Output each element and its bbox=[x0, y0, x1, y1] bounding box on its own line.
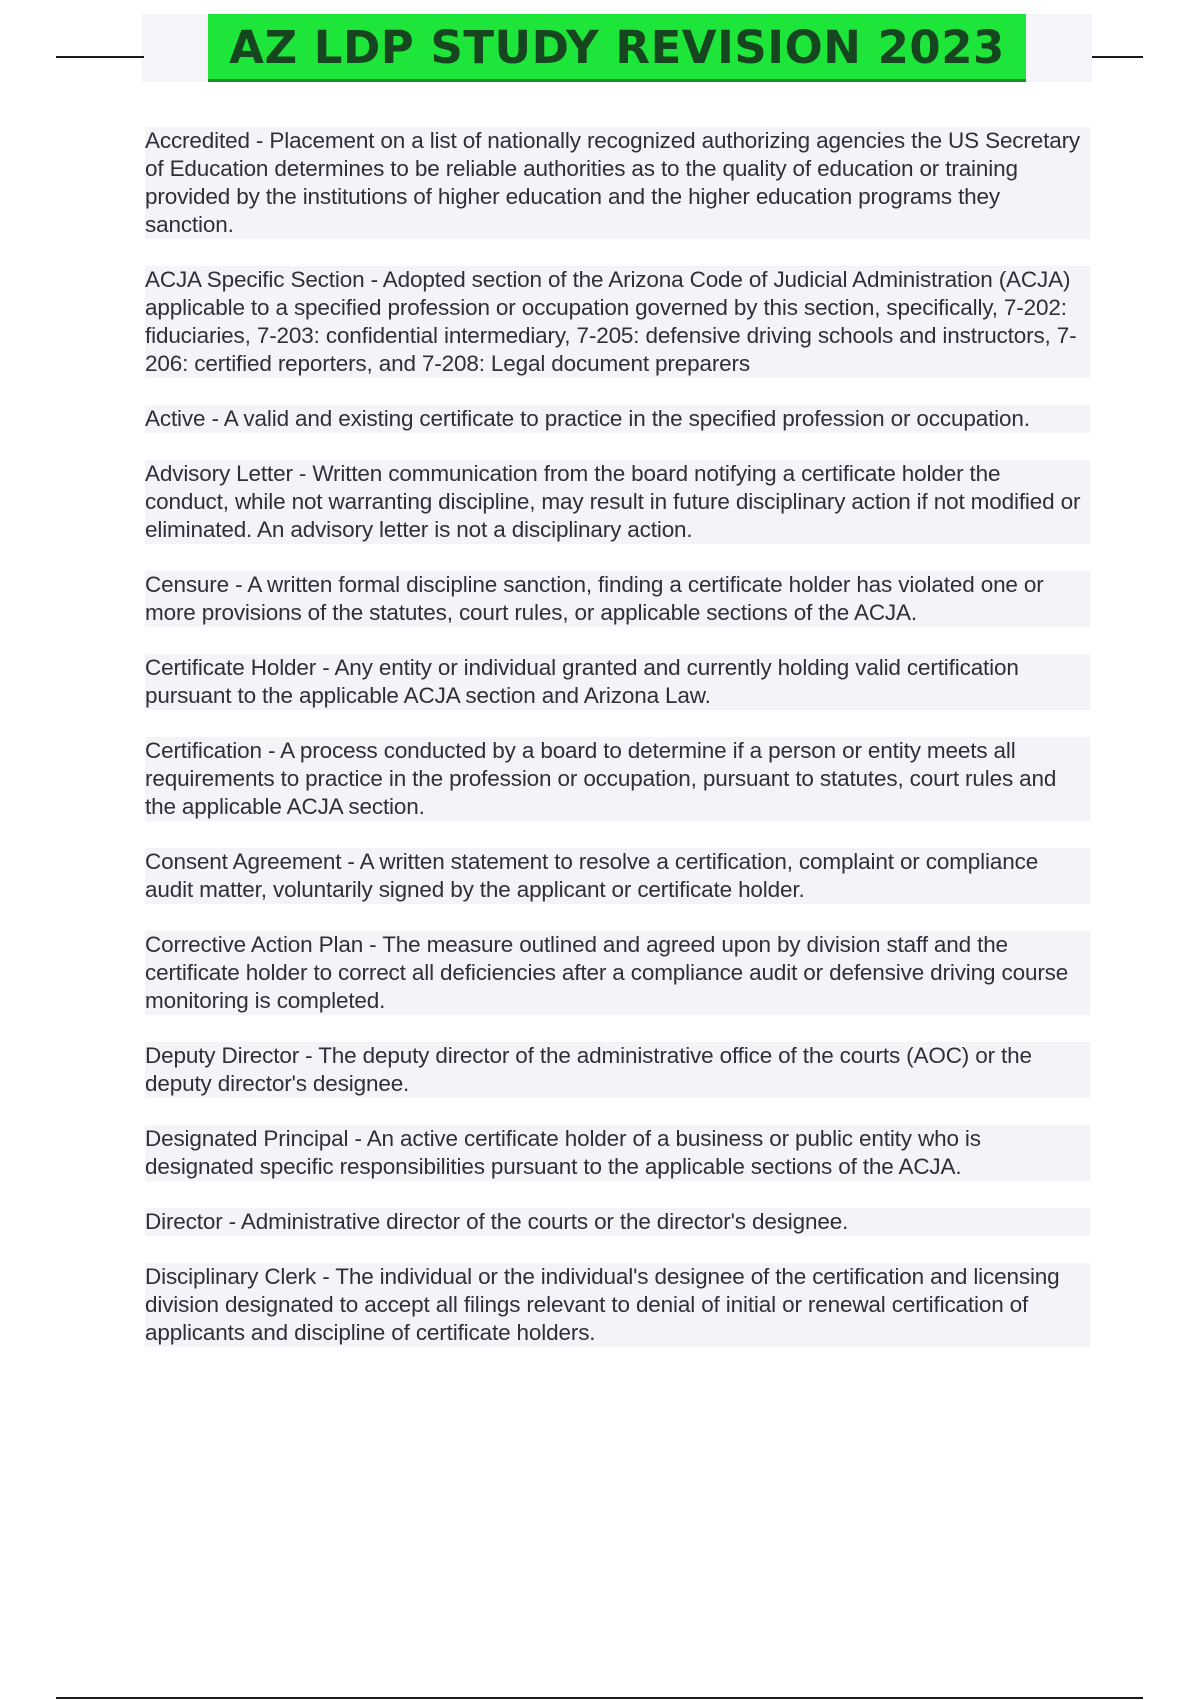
term-separator bbox=[341, 849, 359, 874]
glossary-definition: The individual or the individual's designee of the certification and licensing division designated to accept all filings relevant to denial of initial or renewal certification of applicants and discipline of certificate holders. bbox=[145, 1264, 1060, 1345]
glossary-term: Director bbox=[145, 1209, 223, 1234]
glossary-entry-consent-agreement bbox=[145, 848, 1090, 904]
glossary-term: Advisory Letter bbox=[145, 461, 293, 486]
glossary-term: Censure bbox=[145, 572, 229, 597]
glossary-entry-acja-specific-section bbox=[145, 266, 1090, 378]
glossary-entry-accredited bbox=[145, 127, 1090, 239]
glossary-entry-disciplinary-clerk bbox=[145, 1263, 1090, 1347]
glossary-entry-director bbox=[145, 1208, 1090, 1236]
glossary-entry-certificate-holder bbox=[145, 654, 1090, 710]
glossary-definition: Any entity or individual granted and currently holding valid certification pursuant to the applicable ACJA section and Arizona Law. bbox=[145, 655, 1019, 708]
glossary-definition: Adopted section of the Arizona Code of Judicial Administration (ACJA) applicable to a specified profession or occupation governed by this section, specifically, 7-202: fiduciaries, 7-203: confidential intermediary, 7-205: defensive driving schools and instructors, 7-206: certified reporters, and 7-208: Legal document preparers bbox=[145, 267, 1077, 376]
glossary-entry-deputy-director bbox=[145, 1042, 1090, 1098]
term-separator bbox=[316, 1264, 335, 1289]
glossary-definition: A written formal discipline sanction, finding a certificate holder has violated one or more provisions of the statutes, court rules, or applicable sections of the ACJA. bbox=[145, 572, 1044, 625]
term-separator bbox=[205, 406, 223, 431]
footer-rule bbox=[56, 1697, 1143, 1699]
term-separator bbox=[229, 572, 247, 597]
glossary-term: Certification bbox=[145, 738, 262, 763]
term-separator bbox=[363, 932, 382, 957]
glossary-term: Designated Principal bbox=[145, 1126, 349, 1151]
term-separator bbox=[348, 1126, 366, 1151]
term-separator bbox=[262, 738, 280, 763]
glossary-list bbox=[145, 127, 1090, 1374]
glossary-definition: The deputy director of the administrative office of the courts (AOC) or the deputy director's designee. bbox=[145, 1043, 1032, 1096]
glossary-entry-designated-principal bbox=[145, 1125, 1090, 1181]
term-separator bbox=[299, 1043, 318, 1068]
glossary-definition: Placement on a list of nationally recognized authorizing agencies the US Secretary of Education determines to be reliable authorities as to the quality of education or training provided by the institutions of higher education and the higher education programs they sanction. bbox=[145, 128, 1081, 237]
glossary-term: ACJA Specific Section bbox=[145, 267, 365, 292]
glossary-definition: A valid and existing certificate to practice in the specified profession or occupation. bbox=[223, 406, 1030, 431]
term-separator bbox=[316, 655, 334, 680]
glossary-term: Corrective Action Plan bbox=[145, 932, 364, 957]
term-separator bbox=[223, 1209, 241, 1234]
glossary-term: Deputy Director bbox=[145, 1043, 300, 1068]
term-separator bbox=[364, 267, 382, 292]
glossary-definition: Administrative director of the courts or the director's designee. bbox=[240, 1209, 849, 1234]
glossary-definition: A process conducted by a board to determine if a person or entity meets all requirements to practice in the profession or occupation, pursuant to statutes, court rules and the applicable ACJA section. bbox=[145, 738, 1057, 819]
glossary-definition: Written communication from the board notifying a certificate holder the conduct, while not warranting discipline, may result in future disciplinary action if not modified or eliminated. An advisory letter is not a disciplinary action. bbox=[145, 461, 1081, 542]
glossary-term: Disciplinary Clerk bbox=[145, 1264, 317, 1289]
glossary-definition: An active certificate holder of a business or public entity who is designated specific responsibilities pursuant to the applicable sections of the ACJA. bbox=[145, 1126, 981, 1179]
term-separator bbox=[293, 461, 313, 486]
glossary-entry-certification bbox=[145, 737, 1090, 821]
header-rule-left bbox=[56, 56, 144, 58]
glossary-term: Active bbox=[145, 406, 206, 431]
page-title: AZ LDP STUDY REVISION 2023 bbox=[208, 14, 1026, 82]
glossary-definition: A written statement to resolve a certification, complaint or compliance audit matter, voluntarily signed by the applicant or certificate holder. bbox=[145, 849, 1039, 902]
glossary-entry-corrective-action-plan bbox=[145, 931, 1090, 1015]
glossary-entry-censure bbox=[145, 571, 1090, 627]
glossary-term: Accredited bbox=[145, 128, 250, 153]
glossary-term: Certificate Holder bbox=[145, 655, 317, 680]
term-separator bbox=[250, 128, 270, 153]
header-rule-right bbox=[1092, 56, 1143, 58]
glossary-definition: The measure outlined and agreed upon by division staff and the certificate holder to correct all deficiencies after a compliance audit or defensive driving course monitoring is completed. bbox=[145, 932, 1069, 1013]
glossary-term: Consent Agreement bbox=[145, 849, 342, 874]
glossary-entry-advisory-letter bbox=[145, 460, 1090, 544]
glossary-entry-active bbox=[145, 405, 1090, 433]
